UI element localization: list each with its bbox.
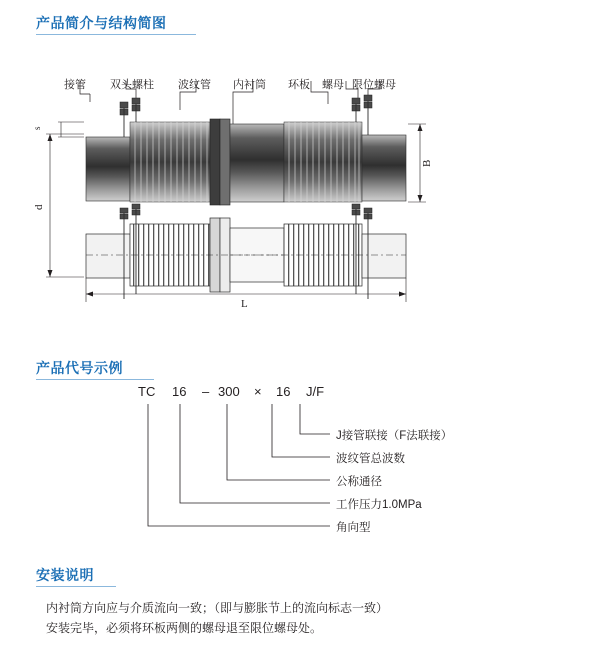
code-char-6: J/F (306, 384, 325, 399)
section-divider-install (36, 586, 116, 587)
section-title-install: 安装说明 (36, 567, 94, 583)
structure-drawing (28, 62, 568, 310)
dim-label-d: d (33, 204, 45, 210)
code-note-0: J接管联接（F法联接） (336, 430, 453, 442)
install-notes (46, 598, 566, 638)
code-char-4: × (254, 384, 262, 399)
callout-label-2: 波纹管 (178, 79, 211, 91)
dim-label-B: B (421, 159, 433, 167)
code-note-1: 波纹管总波数 (336, 453, 405, 465)
code-char-5: 16 (276, 384, 291, 399)
code-char-2: – (202, 384, 210, 399)
product-code-diagram (0, 386, 600, 546)
callout-label-4: 环板 (288, 79, 310, 91)
dim-label-s: s (32, 126, 42, 130)
callout-label-0: 接管 (64, 79, 86, 91)
code-note-4: 角向型 (336, 522, 371, 534)
code-note-2: 公称通径 (336, 476, 382, 488)
install-note-line-1: 安装完毕，必须将环板两侧的螺母退至限位螺母处。 (46, 621, 323, 635)
install-note-line-0: 内衬筒方向应与介质流向一致；（即与膨胀节上的流向标志一致） (46, 601, 389, 615)
callout-label-5: 螺母 (322, 79, 344, 91)
code-char-0: TC (138, 384, 156, 399)
code-char-3: 300 (218, 384, 240, 399)
section-divider-code (36, 379, 154, 380)
code-char-1: 16 (172, 384, 187, 399)
code-note-3: 工作压力1.0MPa (336, 499, 422, 511)
section-title-code: 产品代号示例 (36, 360, 123, 376)
section-divider-intro (36, 34, 196, 35)
callout-label-3: 内衬筒 (233, 79, 266, 91)
callout-label-6: 限位螺母 (352, 79, 396, 91)
callout-label-1: 双头螺柱 (110, 79, 154, 91)
dim-label-L: L (241, 298, 248, 310)
section-title-intro: 产品简介与结构简图 (36, 15, 167, 31)
